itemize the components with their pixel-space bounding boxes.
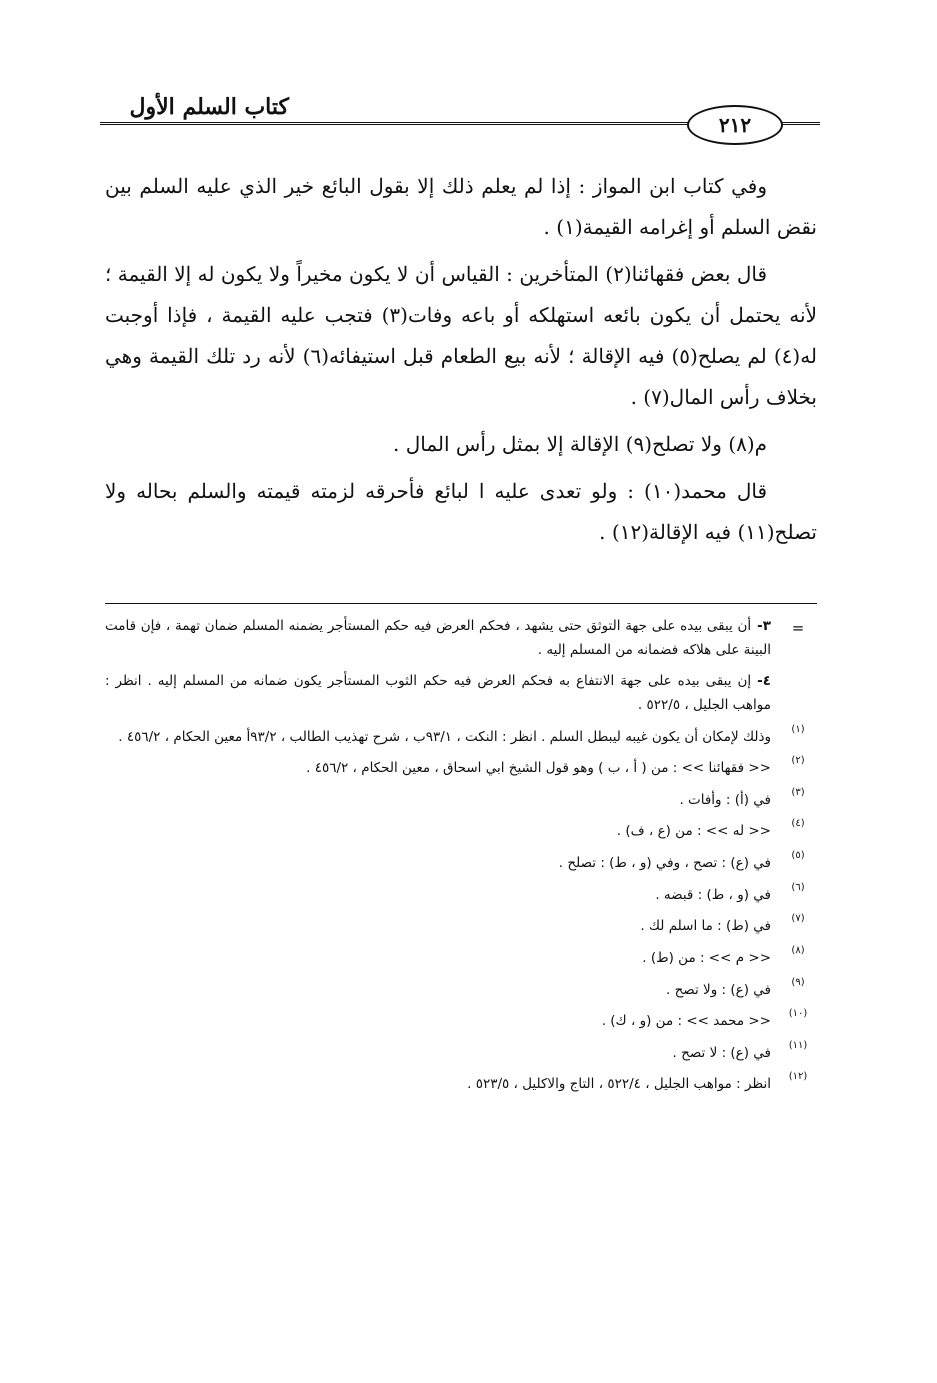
- paragraph-4: قال محمد(١٠) : ولو تعدى عليه ا لبائع فأحرقه لزمته قيمته والسلم بحاله ولا تصلح(١١) فيه الإقالة(١٢) .: [105, 479, 817, 544]
- footnote-mark: (١٠): [788, 1008, 808, 1020]
- footnote-mark: (١٢): [788, 1071, 808, 1083]
- footnote-mark: (٩): [791, 976, 805, 988]
- footnote-mark: (٨): [791, 944, 805, 956]
- page-number: [687, 105, 783, 145]
- item-text: أن يبقى بيده على جهة التوثق حتى يشهد ، فحكم العرض فيه حكم المستأجر يضمنه المسلم ضمان تهمة ، فإن قامت البينة على هلاكه فضمانه من المسلم إليه .: [105, 618, 771, 658]
- footnote-text: << م >> : من (ط) .: [642, 949, 771, 966]
- footnote-9: [105, 976, 817, 1003]
- item-number: ٣-: [757, 618, 771, 634]
- footnote-12: [105, 1073, 817, 1097]
- footnote-mark: (١): [791, 723, 805, 735]
- footnote-text: في (أ) : وأفات .: [679, 791, 771, 808]
- footnote-continuation-3: [105, 615, 817, 662]
- main-text: [105, 166, 817, 559]
- footnote-mark: (٥): [791, 850, 805, 861]
- item-number: ٤-: [757, 673, 771, 690]
- footnote-text: في (و ، ط) : قبضه .: [655, 886, 771, 903]
- footnote-separator: [105, 603, 817, 604]
- item-text: إن يبقى بيده على جهة الانتفاع به فحكم العرض فيه حكم الثوب المستأجر يكون ضمانه من المسلم إليه . انظر : مواهب الجليل ، ٥٢٢/٥ .: [105, 673, 771, 713]
- footnote-10: [105, 1010, 817, 1034]
- footnote-7: [105, 915, 817, 939]
- continuation-mark: =: [791, 619, 805, 637]
- paragraph-2: قال بعض فقهائنا(٢) المتأخرين : القياس أن لا يكون مخيراً ولا يكون له إلا القيمة ؛ لأنه يحتمل أن يكون بائعه استهلكه أو باعه وفات(٣) فتجب عليه القيمة ، فإذا أوجبت له(٤) لم يصلح(٥) فيه الإقالة ؛ لأنه بيع الطعام قبل استيفائه(٦) لأنه رد تلك القيمة وهي بخلاف رأس المال(٧) .: [105, 262, 818, 409]
- page-number-label: ٢١٢: [718, 113, 752, 137]
- footnote-4: [105, 820, 817, 844]
- footnote-continuation-4: [105, 670, 817, 717]
- footnote-mark: (٦): [791, 881, 805, 893]
- footnote-text: في (ط) : ما اسلم لك .: [640, 918, 771, 935]
- footnote-mark: (٧): [791, 913, 805, 925]
- footnote-3: [105, 786, 817, 813]
- footnote-mark: (١١): [788, 1039, 808, 1051]
- footnotes: [105, 615, 817, 1105]
- footnote-6: [105, 881, 817, 908]
- paragraph-3: م(٨) ولا تصلح(٩) الإقالة إلا بمثل رأس المال .: [393, 432, 767, 456]
- footnote-text: في (ع) : ولا تصح .: [666, 981, 771, 998]
- footnote-text: في (ع) : تصح ، وفي (و ، ط) : تصلح .: [558, 855, 771, 871]
- footnote-mark: (٢): [791, 755, 805, 767]
- footnote-text: << محمد >> : من (و ، ك) .: [601, 1013, 771, 1030]
- footnote-5: [105, 852, 817, 876]
- footnote-8: [105, 944, 817, 971]
- footnote-mark: (٤): [791, 818, 805, 830]
- footnote-text: انظر : مواهب الجليل ، ٥٢٢/٤ ، التاج والاكليل ، ٥٢٣/٥ .: [467, 1076, 771, 1093]
- footnote-text: << فقهائنا >> : من ( أ ، ب ) وهو قول الشيخ ابي اسحاق ، معين الحكام ، ٤٥٦/٢ .: [306, 760, 771, 777]
- paragraph-1: وفي كتاب ابن المواز : إذا لم يعلم ذلك إلا بقول البائع خير الذي عليه السلم بين نقض السلم أو إغرامه القيمة(١) .: [105, 174, 817, 239]
- footnote-1: [105, 723, 817, 750]
- footnote-text: وذلك لإمكان أن يكون غيبه ليبطل السلم . انظر : النكت ، ٩٣/١ب ، شرح تهذيب الطالب ، ٩٣/٢أ معين الحكام ، ٤٥٦/٢ .: [118, 728, 771, 745]
- footnote-mark: (٣): [791, 786, 805, 798]
- footnote-text: << له >> : من (ع ، ف) .: [616, 823, 771, 840]
- running-title: كتاب السلم الأول: [129, 94, 289, 120]
- footnote-11: [105, 1039, 817, 1066]
- footnote-2: [105, 757, 817, 781]
- footnote-text: في (ع) : لا تصح .: [672, 1044, 771, 1061]
